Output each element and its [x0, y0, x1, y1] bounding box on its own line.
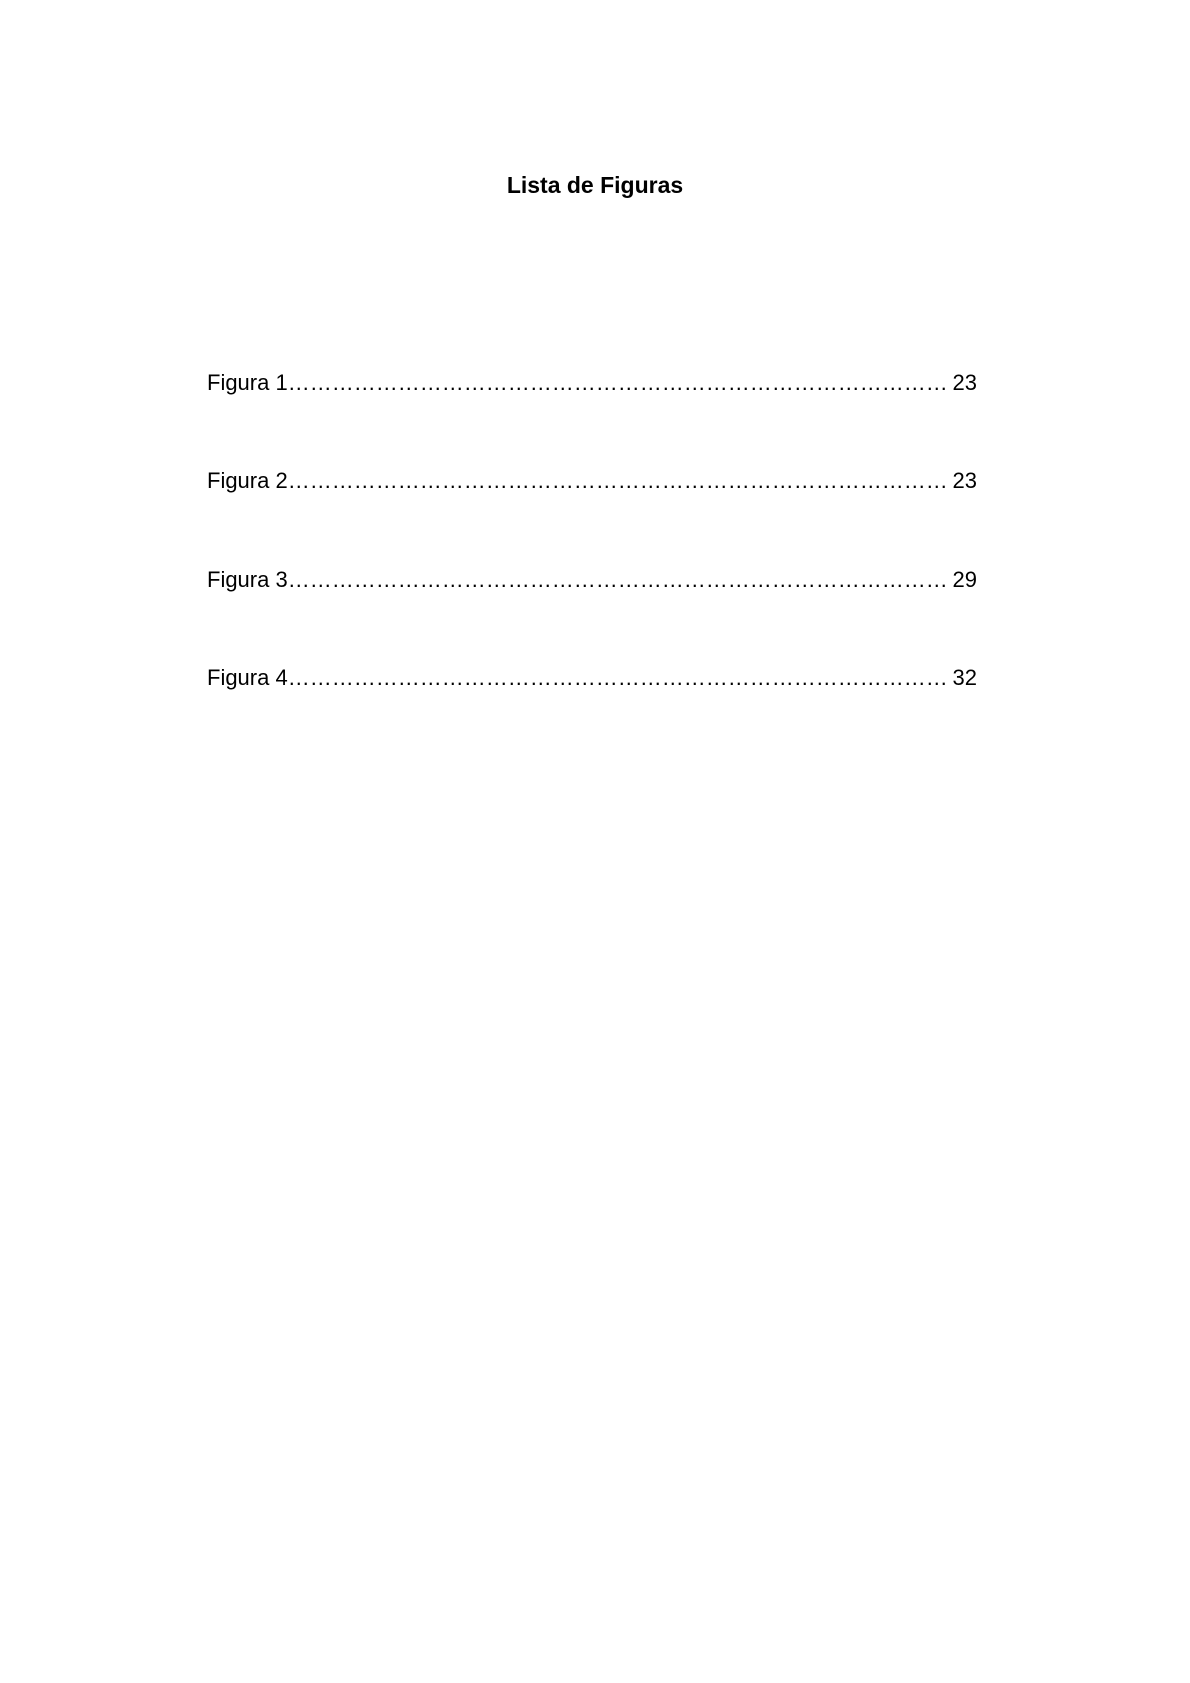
- figure-label: Figura 2: [207, 468, 288, 493]
- figure-label: Figura 3: [207, 567, 288, 592]
- figure-list-entry: [207, 466, 977, 496]
- dot-leader: [288, 368, 947, 398]
- dot-leader: [288, 663, 947, 693]
- dot-leader: [288, 466, 947, 496]
- page-number: 32: [952, 665, 977, 690]
- figure-list-entry: [207, 368, 977, 398]
- page-number: 23: [952, 468, 977, 493]
- page-number: 29: [952, 567, 977, 592]
- figure-list-entry: [207, 565, 977, 595]
- page-title: Lista de Figuras: [506, 172, 684, 198]
- figure-label: Figura 1: [207, 370, 288, 395]
- page-number: 23: [952, 370, 977, 395]
- figure-list-entry: [207, 663, 977, 693]
- figure-label: Figura 4: [207, 665, 288, 690]
- dot-leader: [288, 565, 947, 595]
